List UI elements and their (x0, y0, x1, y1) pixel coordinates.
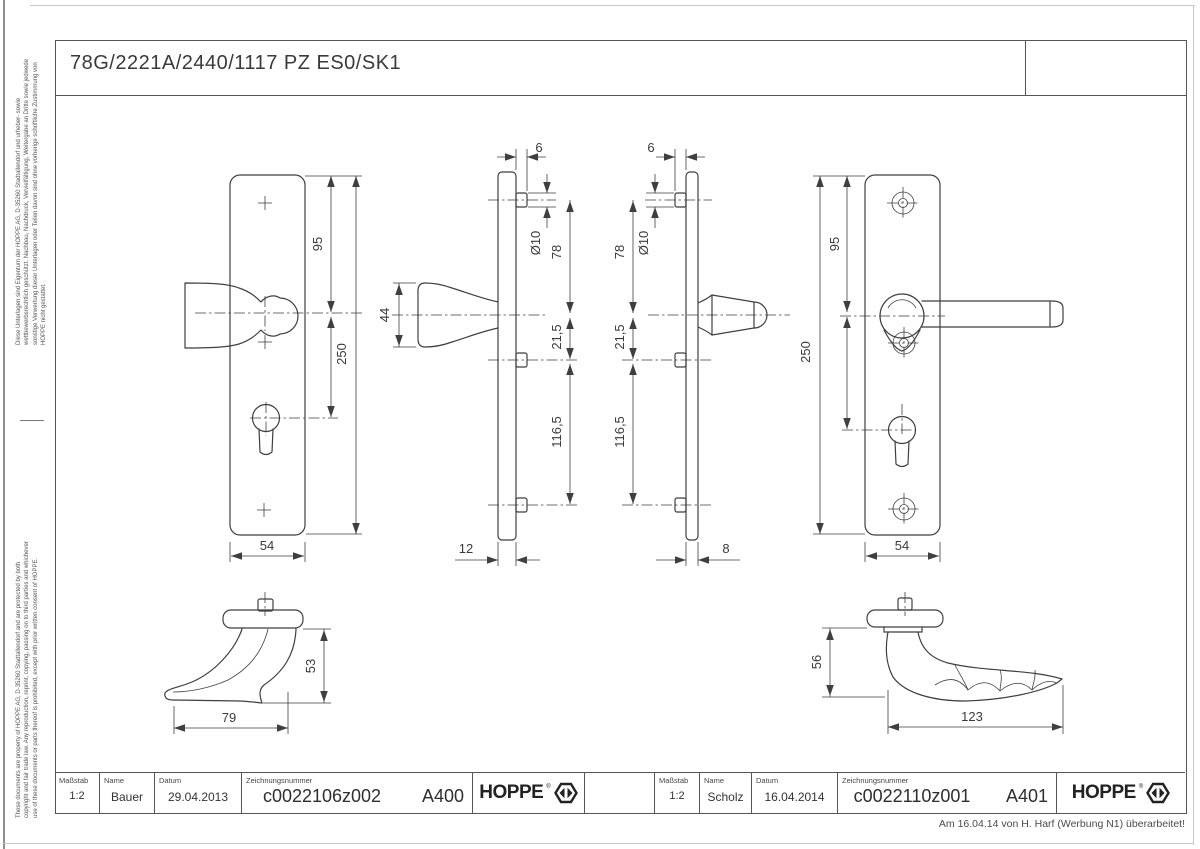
titleblock2-sheet-code: A401 (1005, 786, 1048, 806)
dim-label-53: 53 (303, 658, 318, 674)
titleblock1-scale-value: 1:2 (69, 790, 85, 802)
titleblock2-scale-label: Maßstab (659, 776, 689, 785)
dim-label-116-5-outside: 116,5 (549, 416, 564, 448)
titleblock1-date-value: 29.04.2013 (167, 790, 229, 804)
dim-label-6-inside: 6 (647, 140, 655, 155)
dim-label-250-inside: 250 (798, 341, 813, 363)
dim-label-21-5-outside: 21,5 (549, 324, 564, 350)
dim-label-dia10-outside: Ø10 (528, 230, 543, 256)
dim-label-95-inside: 95 (827, 236, 842, 252)
titleblock-spacer-cell (585, 773, 655, 813)
titleblock2-date-cell (752, 773, 838, 813)
titleblock1-name-label: Name (104, 776, 125, 785)
dim-label-123: 123 (961, 709, 983, 724)
titleblock1-number-label: Zeichnungsnummer (246, 776, 313, 785)
drawing-inside-plate-side-view (612, 140, 790, 566)
titleblock2-name-cell (700, 773, 752, 813)
drawing-inside-plate-front-view (798, 175, 1063, 562)
dim-label-21-5-inside: 21,5 (612, 324, 627, 350)
legal-note-german: Diese Unterlagen sind Eigentum der HOPPE AG, D-35260 Stadtallendorf und urheber- sowie wettbewerbsrechtlich geschützt. Nachbau, Nachdruck, Vervielfältigung, Weitergabe an Dritte sowie jedwede sonstige Verwertung dieser Unterlagen oder Teilen davon sind ohne vorherige schriftliche Zustimmung von HOPPE nicht gestattet. (16, 58, 48, 345)
dim-label-6-outside: 6 (535, 140, 543, 155)
dim-label-95-outside: 95 (310, 236, 325, 252)
registered-mark: ® (1138, 784, 1144, 790)
dim-label-78-inside: 78 (612, 244, 627, 260)
titleblock1-scale-label: Maßstab (59, 776, 89, 785)
drawing-knob-profile (165, 592, 331, 734)
registered-mark: ® (546, 784, 551, 790)
titleblock2-logo-cell (1057, 773, 1185, 813)
titleblock1-sheet-code: A400 (421, 786, 464, 806)
dim-label-79: 79 (221, 710, 237, 725)
hoppe-brand-text: HOPPE (479, 782, 544, 803)
titleblock1-number-value: c0022106z002 (262, 786, 382, 806)
title-block-row (55, 772, 1185, 813)
titleblock1-scale-cell (55, 773, 100, 813)
dim-label-250-outside: 250 (334, 343, 349, 365)
titleblock1-number-cell (242, 773, 473, 813)
dim-label-78-outside: 78 (549, 244, 564, 260)
dim-label-116-5-inside: 116,5 (612, 416, 627, 448)
dim-label-54-outside: 54 (259, 538, 275, 553)
titleblock2-date-label: Datum (756, 776, 779, 785)
hoppe-logo-icon (554, 782, 578, 804)
dim-label-56: 56 (809, 654, 824, 670)
titleblock2-number-cell (838, 773, 1057, 813)
titleblock1-logo-cell (473, 773, 585, 813)
titleblock2-name-label: Name (704, 776, 725, 785)
dim-label-44: 44 (377, 307, 392, 323)
hoppe-brand-text: HOPPE (1071, 782, 1136, 803)
hoppe-logo-icon (1146, 782, 1170, 804)
legal-note-english: These documents are property of HOPPE AG, D-35260 Stadtallendorf and are protected by both copyright and fair trade law. Any reproduction, reprint, copying, passing on to third parties and whichever use of these documents or parts thereof is prohibited, except with prior written consent of HOPPE. (16, 541, 39, 818)
dim-label-54-inside: 54 (894, 538, 910, 553)
titleblock1-date-cell (155, 773, 242, 813)
titleblock2-date-value: 16.04.2014 (764, 790, 825, 804)
dim-label-8: 8 (722, 541, 730, 556)
dim-label-12: 12 (458, 541, 474, 556)
titleblock1-date-label: Datum (159, 776, 182, 785)
titleblock2-scale-cell (655, 773, 700, 813)
drawing-outside-plate-front-view (185, 175, 362, 562)
titleblock2-number-label: Zeichnungsnummer (842, 776, 909, 785)
titleblock2-number-value: c0022110z001 (853, 786, 971, 806)
drawing-lever-profile (809, 592, 1063, 734)
dim-label-dia10-inside: Ø10 (636, 230, 651, 256)
titleblock1-name-cell (100, 773, 155, 813)
titleblock2-scale-value: 1:2 (669, 790, 685, 802)
titleblock2-name-value: Scholz (707, 790, 744, 804)
titleblock1-name-value: Bauer (110, 790, 144, 804)
drawing-title: 78G/2221A/2440/1117 PZ ES0/SK1 (70, 52, 402, 74)
revision-note: Am 16.04.14 von H. Harf (Werbung N1) überarbeitet! (938, 818, 1185, 830)
drawing-outside-plate-side-view (377, 140, 578, 566)
